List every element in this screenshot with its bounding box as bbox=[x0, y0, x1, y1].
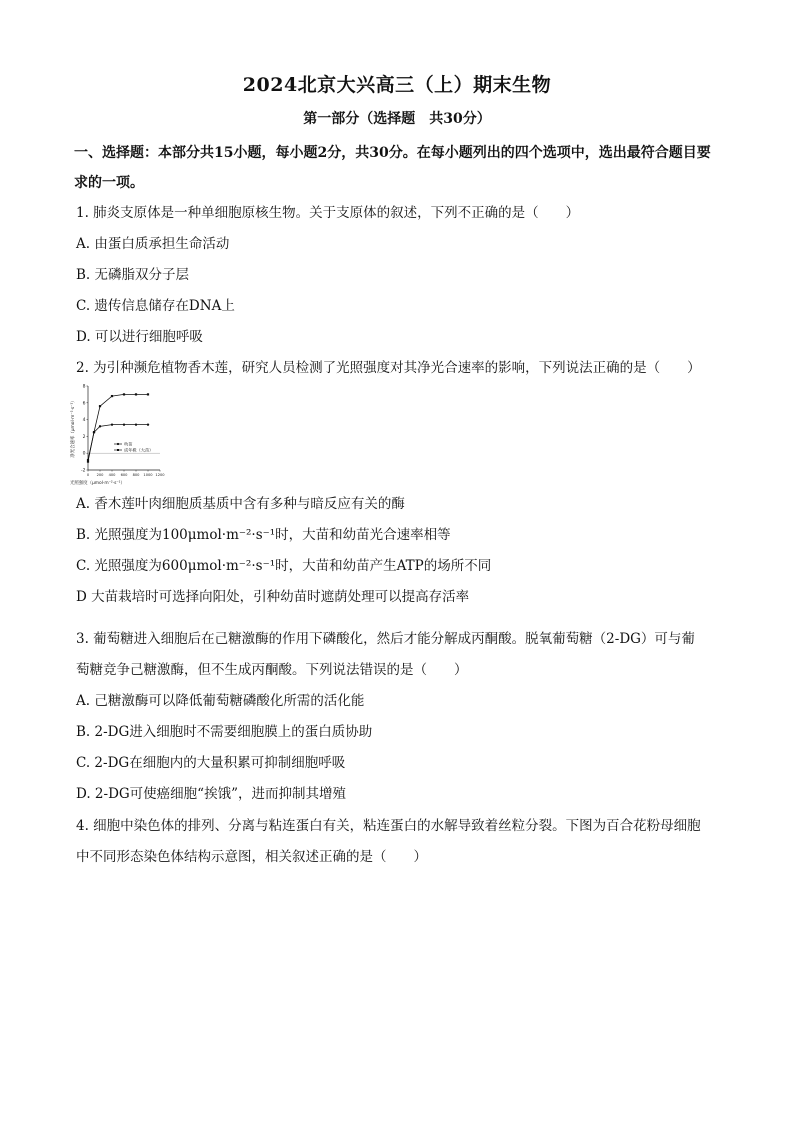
x-axis-label: 光照强度（μmol·m⁻²·s⁻¹） bbox=[70, 481, 125, 486]
chart-legend bbox=[114, 441, 153, 454]
question-3-option-c: C. 2-DG在细胞内的大量积累可抑制细胞呼吸 bbox=[76, 755, 346, 771]
data-point bbox=[147, 393, 149, 395]
question-1-option-c: C. 遗传信息储存在DNA上 bbox=[76, 298, 235, 314]
x-tick-label: 200 bbox=[96, 473, 104, 477]
y-axis-label: 净光合速率（μmol·m⁻²·s⁻¹） bbox=[71, 398, 76, 458]
y-tick-label: 4 bbox=[82, 418, 86, 424]
question-3-stem-line-1: 3. 葡萄糖进入细胞后在己糖激酶的作用下磷酸化，然后才能分解成丙酮酸。脱氧葡萄糖（2-DG）可与葡 bbox=[76, 631, 695, 647]
question-2-option-c: C. 光照强度为600μmol·m⁻²·s⁻¹时，大苗和幼苗产生ATP的场所不同 bbox=[76, 558, 492, 574]
question-1-option-a: A. 由蛋白质承担生命活动 bbox=[76, 236, 230, 252]
question-4-stem-line-2: 中不同形态染色体结构示意图，相关叙述正确的是（ ） bbox=[76, 849, 427, 865]
x-tick-label: 400 bbox=[108, 473, 116, 477]
y-tick-label: 2 bbox=[82, 434, 86, 440]
data-point bbox=[135, 393, 137, 395]
legend-marker bbox=[117, 449, 119, 451]
photosynthesis-line-chart bbox=[68, 380, 168, 488]
y-tick-label: 8 bbox=[82, 384, 86, 390]
question-2-stem: 2. 为引种濒危植物香木莲，研究人员检测了光照强度对其净光合速率的影响，下列说法正确的是（ ） bbox=[76, 360, 701, 376]
data-point bbox=[87, 461, 89, 463]
y-tick-label: 6 bbox=[82, 401, 86, 407]
chart-axes bbox=[69, 384, 165, 487]
question-1-stem: 1. 肺炎支原体是一种单细胞原核生物。关于支原体的叙述，下列不正确的是（ ） bbox=[76, 205, 580, 221]
x-tick-label: 0 bbox=[86, 473, 90, 477]
question-4-stem-line-1: 4. 细胞中染色体的排列、分离与粘连蛋白有关，粘连蛋白的水解导致着丝粒分裂。下图为百合花粉母细胞 bbox=[76, 818, 701, 834]
data-point bbox=[93, 431, 95, 433]
data-point bbox=[147, 423, 149, 425]
page-title: 2024北京大兴高三（上）期末生物 bbox=[242, 74, 552, 96]
legend-label: 成年株（大苗） bbox=[124, 447, 154, 453]
question-3-option-b: B. 2-DG进入细胞时不需要细胞膜上的蛋白质协助 bbox=[76, 724, 373, 740]
data-point bbox=[123, 423, 125, 425]
series-line-0 bbox=[88, 425, 148, 460]
data-point bbox=[99, 405, 101, 407]
question-2-option-d: D 大苗栽培时可选择向阳处，引种幼苗时遮荫处理可以提高存活率 bbox=[76, 589, 470, 605]
x-tick-label: 800 bbox=[132, 473, 140, 477]
y-tick-label: 0 bbox=[82, 451, 86, 457]
data-point bbox=[123, 393, 125, 395]
question-1-option-d: D. 可以进行细胞呼吸 bbox=[76, 329, 203, 345]
question-2-option-a: A. 香木莲叶肉细胞质基质中含有多种与暗反应有关的酶 bbox=[76, 496, 405, 512]
x-tick-label: 600 bbox=[120, 473, 128, 477]
part-subtitle: 第一部分（选择题 共30分） bbox=[303, 111, 491, 127]
legend-label: 幼苗 bbox=[124, 441, 133, 447]
question-2-option-b: B. 光照强度为100μmol·m⁻²·s⁻¹时，大苗和幼苗光合速率相等 bbox=[76, 527, 451, 543]
data-point bbox=[99, 425, 101, 427]
question-3-option-d: D. 2-DG可使癌细胞“挨饿”，进而抑制其增殖 bbox=[76, 786, 346, 802]
data-point bbox=[111, 395, 113, 397]
legend-marker bbox=[117, 443, 119, 445]
y-tick-label: -2 bbox=[81, 468, 86, 474]
data-point bbox=[135, 423, 137, 425]
question-1-option-b: B. 无磷脂双分子层 bbox=[76, 267, 190, 283]
data-point bbox=[111, 423, 113, 425]
question-3-stem-line-2: 萄糖竞争己糖激酶，但不生成丙酮酸。下列说法错误的是（ ） bbox=[76, 662, 468, 678]
x-tick-label: 1000 bbox=[143, 473, 153, 477]
question-3-option-a: A. 己糖激酶可以降低葡萄糖磷酸化所需的活化能 bbox=[76, 693, 365, 709]
section-heading: 一、选择题：本部分共15小题，每小题2分，共30分。在每小题列出的四个选项中，选出最符合题目要求的一项。 bbox=[74, 145, 711, 191]
x-tick-label: 1200 bbox=[155, 473, 165, 477]
